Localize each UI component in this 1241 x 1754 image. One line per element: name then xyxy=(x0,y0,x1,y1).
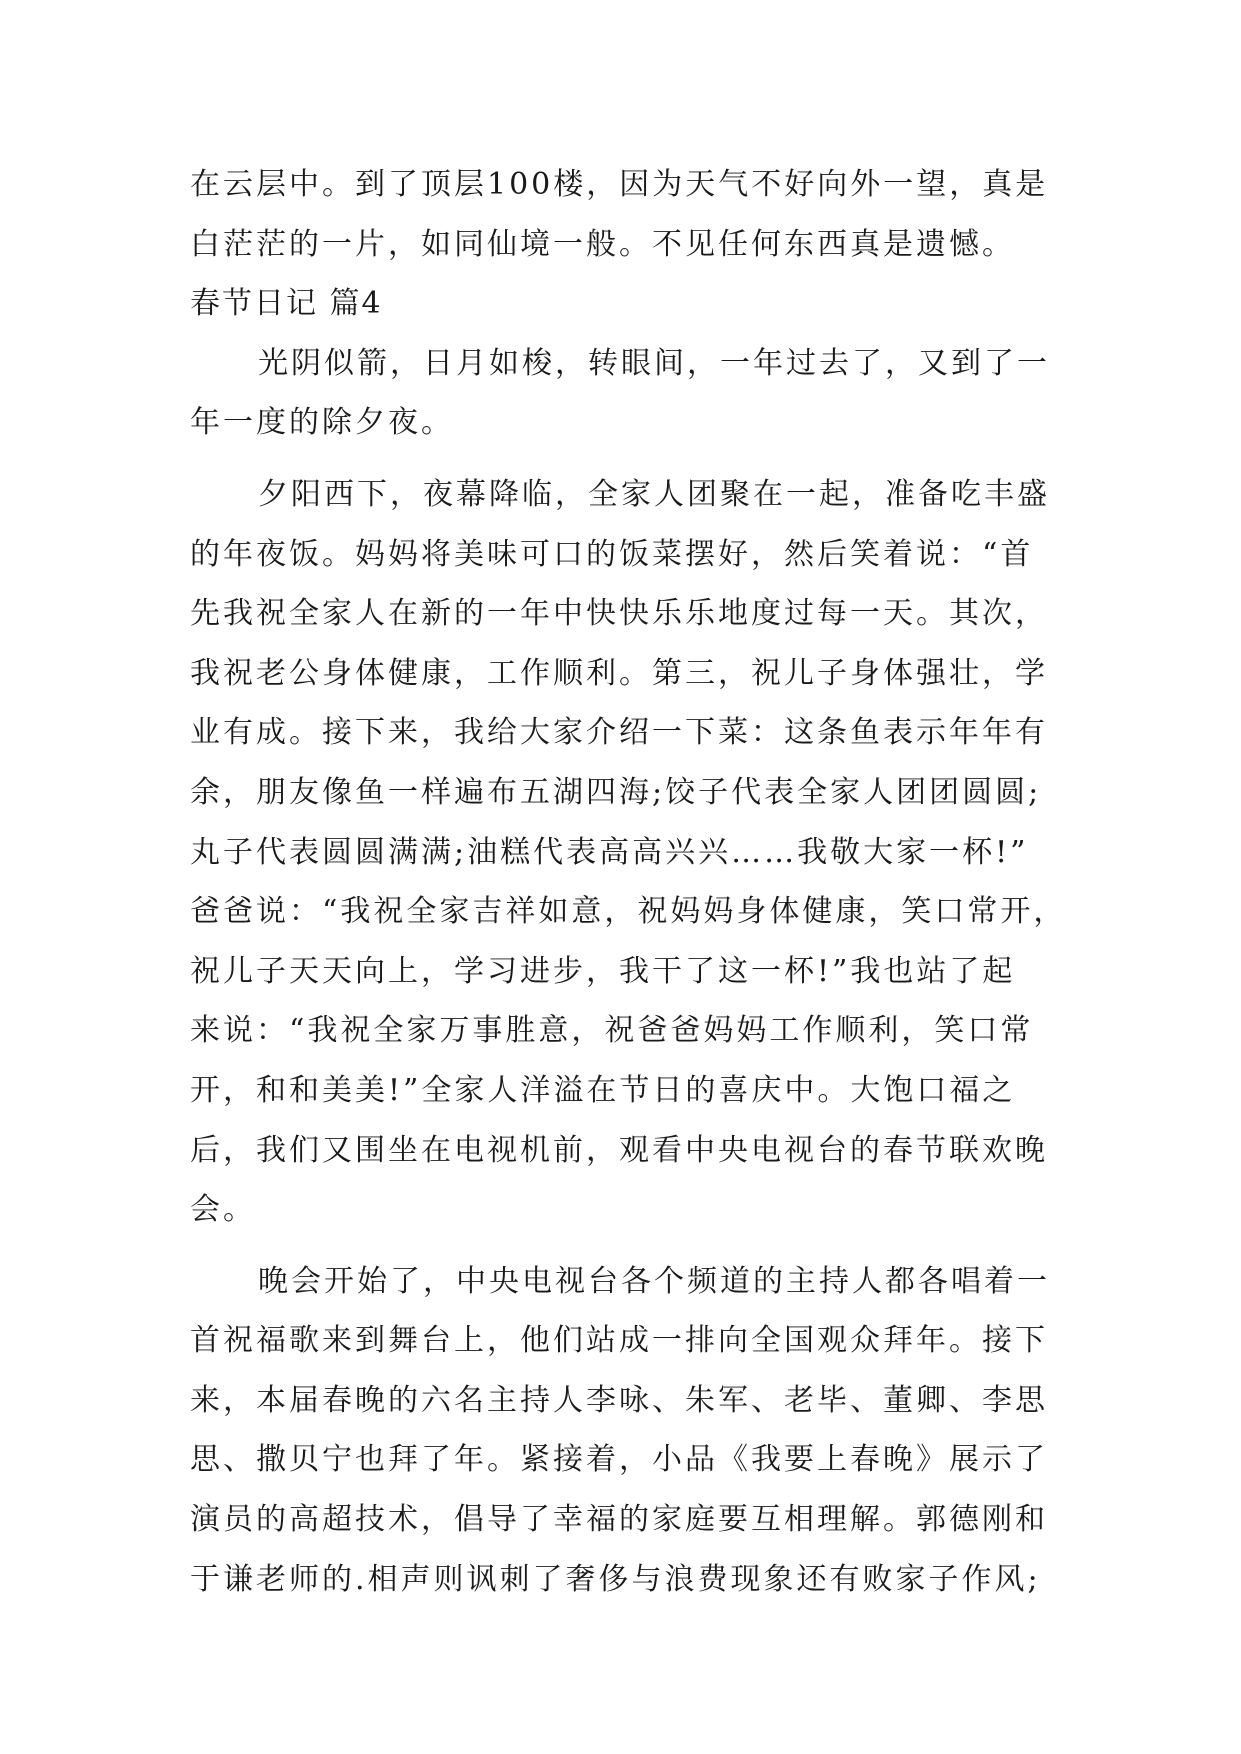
lead-paragraph xyxy=(190,155,1050,274)
text-line: 丸子代表圆圆满满;油糕代表高高兴兴……我敬大家一杯!” xyxy=(190,834,1029,870)
text-line: 开，和和美美!”全家人洋溢在节日的喜庆中。大饱口福之 xyxy=(190,1072,1016,1108)
document-body xyxy=(190,155,1067,1609)
text-line: 在云层中。到了顶层100楼，因为天气不好向外一望，真是 xyxy=(190,167,1049,202)
text-line: 后，我们又围坐在电视机前，观看中央电视台的春节联欢晚 xyxy=(190,1132,1048,1168)
text-line: 祝儿子天天向上，学习进步，我干了这一杯!”我也站了起 xyxy=(190,953,1016,989)
paragraph-spacer xyxy=(190,453,1050,465)
section-heading: 春节日记 篇4 xyxy=(190,286,383,322)
text-line: 先我祝全家人在新的一年中快快乐乐地度过每一天。其次， xyxy=(190,596,1048,632)
text-line: 我祝老公身体健康，工作顺利。第三，祝儿子身体强壮，学 xyxy=(190,655,1048,691)
text-line: 夕阳西下，夜幕降临，全家人团聚在一起，准备吃丰盛 xyxy=(258,476,1050,512)
paragraph-spacer xyxy=(190,1240,1050,1252)
text-line: 余，朋友像鱼一样遍布五湖四海;饺子代表全家人团团圆圆; xyxy=(190,774,1042,810)
text-line: 来说：“我祝全家万事胜意，祝爸爸妈妈工作顺利，笑口常 xyxy=(190,1013,1034,1049)
paragraph-1 xyxy=(190,334,1050,453)
text-line: 首祝福歌来到舞台上，他们站成一排向全国观众拜年。接下 xyxy=(190,1323,1048,1359)
paragraph-2 xyxy=(190,465,1067,1240)
text-line: 白茫茫的一片，如同仙境一般。不见任何东西真是遗憾。 xyxy=(190,226,1015,262)
text-line: 思、撒贝宁也拜了年。紧接着，小品《我要上春晚》展示了 xyxy=(190,1442,1048,1478)
text-line: 光阴似箭，日月如梭，转眼间，一年过去了，又到了一 xyxy=(258,345,1050,381)
text-line: 来，本届春晚的六名主持人李咏、朱军、老毕、董卿、李思 xyxy=(190,1382,1048,1418)
paragraph-3 xyxy=(190,1252,1050,1610)
text-line: 于谦老师的.相声则讽刺了奢侈与浪费现象还有败家子作风; xyxy=(190,1561,1041,1597)
text-line: 会。 xyxy=(190,1192,256,1228)
text-line: 业有成。接下来，我给大家介绍一下菜：这条鱼表示年年有 xyxy=(190,715,1048,751)
text-line: 的年夜饭。妈妈将美味可口的饭菜摆好，然后笑着说：“首 xyxy=(190,536,1034,572)
text-line: 演员的高超技术，倡导了幸福的家庭要互相理解。郭德刚和 xyxy=(190,1502,1048,1538)
text-line: 爸爸说：“我祝全家吉祥如意，祝妈妈身体健康，笑口常开， xyxy=(190,894,1067,930)
text-line: 年一度的除夕夜。 xyxy=(190,405,454,441)
text-line: 晚会开始了，中央电视台各个频道的主持人都各唱着一 xyxy=(258,1263,1050,1299)
